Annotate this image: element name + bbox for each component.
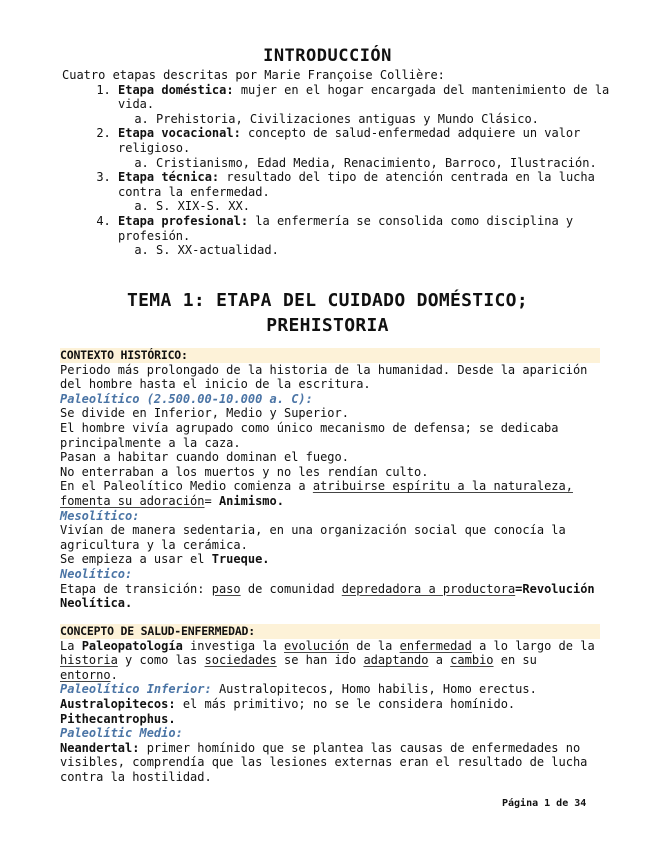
- neolitico-line: [60, 582, 600, 611]
- paleolitico-line: El hombre vivía agrupado como único mecanismo de defensa; se dedicaba principalmente a la caza.: [60, 420, 559, 450]
- text-run: primer homínido que se plantea las causas de enfermedades no visibles, comprendía que las lesiones externas eran el resultado de lucha contra la hostilidad.: [60, 740, 588, 784]
- text-run: Australopitecos, Homo habilis, Homo erectus.: [211, 682, 537, 697]
- etapa-sublist: [118, 112, 622, 127]
- underlined-text: depredadora a productora: [341, 581, 516, 596]
- bold-text: =Revolución Neolítica: [60, 581, 595, 611]
- mesolitico-title: Mesolítico:: [60, 508, 140, 523]
- text-run: el más primitivo; no se le considera homínido.: [175, 696, 516, 711]
- neolitico-title: Neolítico:: [60, 566, 133, 581]
- underlined-text: evolución: [284, 638, 350, 653]
- underlined-text: adaptando: [363, 653, 429, 668]
- paleolitico-medio-title: Paleolític Medio:: [60, 726, 183, 741]
- mesolitico-trueque: [60, 552, 600, 567]
- text-run: .: [125, 596, 133, 611]
- etapa-label: Etapa técnica:: [118, 170, 220, 185]
- contexto-heading: CONTEXTO HISTÓRICO:: [60, 348, 600, 363]
- text-run: Etapa de transición:: [60, 581, 212, 596]
- page-number: Página 1 de 34: [502, 798, 587, 809]
- text-run: a: [428, 653, 451, 668]
- paleolitico-inferior-title: Paleolítico Inferior:: [60, 682, 212, 697]
- etapas-list: [62, 83, 622, 258]
- paleolitico-animismo: [60, 479, 600, 508]
- etapa-text: concepto de salud-enfermedad adquiere un valor religioso.: [118, 126, 581, 155]
- etapa-label: Etapa doméstica:: [118, 82, 234, 97]
- text-run: .: [262, 552, 270, 567]
- paleolitico-inferior-line: [60, 682, 600, 697]
- text-run: =: [204, 493, 219, 508]
- underlined-text: entorno: [60, 667, 111, 682]
- paleolitico-line: No enterraban a los muertos y no les rendían culto.: [60, 464, 429, 479]
- etapa-label: Etapa profesional:: [118, 213, 249, 228]
- bold-text: Animismo: [218, 493, 277, 508]
- text-run: .: [110, 667, 118, 682]
- pithecantrophus-line: [60, 712, 600, 727]
- tema-title-line-2: PREHISTORIA: [266, 315, 389, 336]
- etapa-text: mujer en el hogar encargada del mantenimiento de la vida.: [118, 82, 610, 112]
- contexto-section: [60, 348, 600, 611]
- etapa-sub-item: a. S. XX-actualidad.: [156, 243, 622, 258]
- intro-section: [62, 68, 622, 258]
- intro-title: INTRODUCCIÓN: [263, 46, 392, 66]
- text-run: En el Paleolítico Medio comienza a: [60, 479, 313, 494]
- etapa-item: [118, 170, 622, 214]
- etapa-sublist: [118, 243, 622, 258]
- bold-text: Trueque: [211, 552, 263, 567]
- underlined-text: cambio: [450, 653, 494, 668]
- text-run: de la: [349, 638, 400, 653]
- etapa-item: [118, 83, 622, 127]
- paleopatologia-paragraph: [60, 639, 600, 683]
- neandertal-line: [60, 741, 600, 785]
- underlined-text: enfermedad: [399, 638, 472, 653]
- tema-title: [0, 288, 655, 338]
- etapa-sub-item: a. Cristianismo, Edad Media, Renacimiento, Barroco, Ilustración.: [156, 156, 622, 171]
- paleolitico-line: Pasan a habitar cuando dominan el fuego.: [60, 450, 349, 465]
- text-run: La: [60, 638, 82, 653]
- text-run: y como las: [117, 653, 205, 668]
- bold-text: Paleopatología: [81, 638, 183, 653]
- text-run: investiga la: [182, 638, 284, 653]
- underlined-text: paso: [211, 581, 241, 596]
- bold-text: Australopitecos:: [60, 696, 176, 711]
- etapa-item: [118, 214, 622, 258]
- etapa-sublist: [118, 156, 622, 171]
- mesolitico-line: Vivían de manera sedentaria, en una organización social que conocía la agricultura y la cerámica.: [60, 523, 566, 552]
- etapa-sub-item: a. Prehistoria, Civilizaciones antiguas y Mundo Clásico.: [156, 112, 622, 127]
- text-run: se han ido: [276, 653, 364, 668]
- text-run: Se empieza a usar el: [60, 552, 212, 567]
- etapa-sublist: [118, 199, 622, 214]
- tema-title-line-1: TEMA 1: ETAPA DEL CUIDADO DOMÉSTICO;: [127, 290, 528, 311]
- concepto-section: [60, 624, 600, 785]
- text-run: .: [276, 493, 284, 508]
- paleolitico-line: Se divide en Inferior, Medio y Superior.: [60, 406, 349, 421]
- bold-text: Pithecantrophus.: [60, 711, 176, 726]
- paleolitico-title: Paleolítico (2.500.00-10.000 a. C):: [60, 391, 313, 406]
- underlined-text: sociedades: [204, 653, 277, 668]
- etapa-label: Etapa vocacional:: [118, 126, 241, 141]
- etapa-text: la enfermería se consolida como disciplina y profesión.: [118, 213, 574, 243]
- intro-lead: Cuatro etapas descritas por Marie Françoise Collière:: [62, 68, 445, 82]
- bold-text: Neandertal:: [60, 740, 140, 755]
- text-run: a lo largo de la: [471, 638, 595, 653]
- australopitecos-line: [60, 697, 600, 712]
- contexto-intro: Periodo más prolongado de la historia de la humanidad. Desde la aparición del hombre hasta el inicio de la escritura.: [60, 362, 588, 392]
- etapa-text: resultado del tipo de atención centrada en la lucha contra la enfermedad.: [118, 170, 595, 199]
- text-run: de comunidad: [240, 581, 342, 596]
- text-run: en su: [493, 653, 537, 668]
- etapa-sub-item: a. S. XIX-S. XX.: [156, 199, 622, 214]
- underlined-text: historia: [60, 653, 118, 668]
- concepto-heading: CONCEPTO DE SALUD-ENFERMEDAD:: [60, 624, 600, 639]
- underlined-text: atribuirse espíritu a la naturaleza, fomenta su adoración: [60, 479, 573, 508]
- etapa-item: [118, 126, 622, 170]
